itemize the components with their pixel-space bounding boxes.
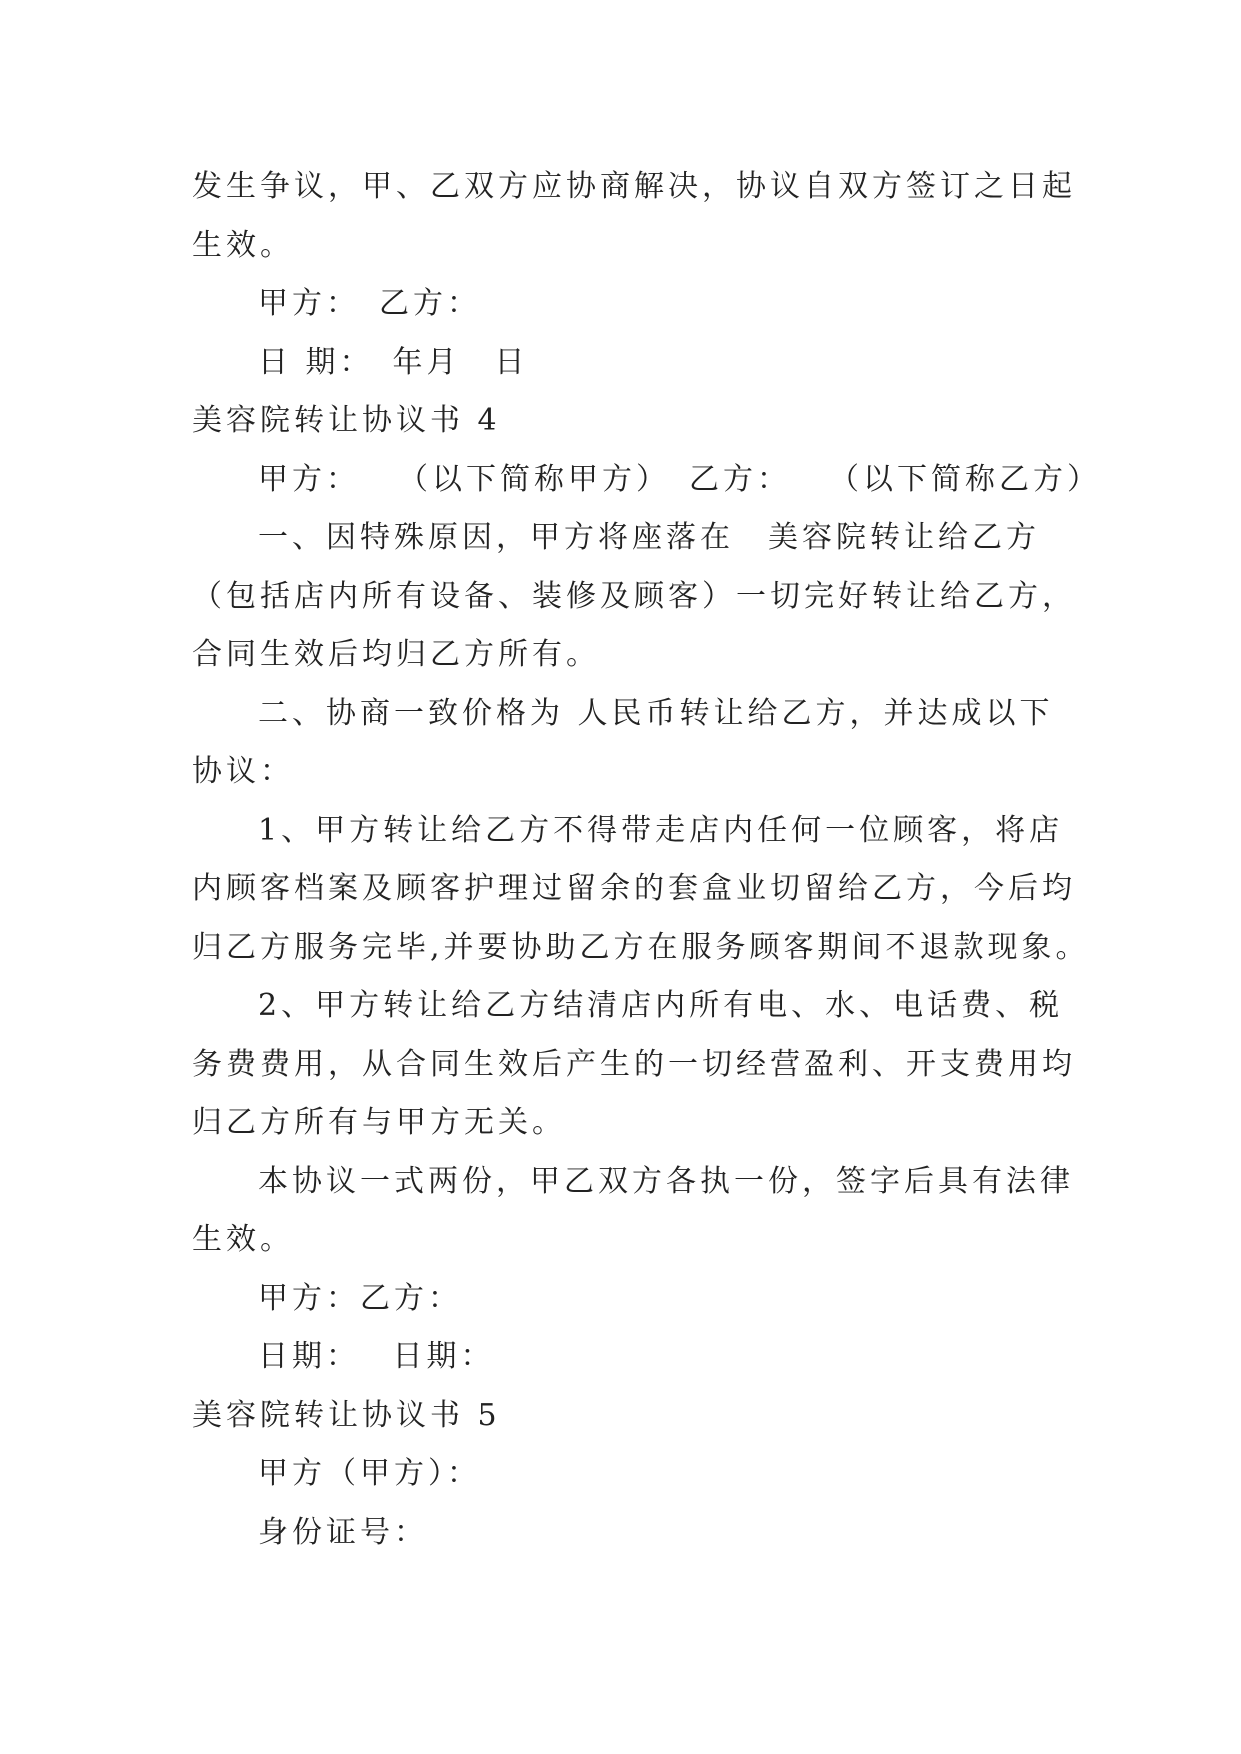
text-line: 美容院转让协议书 4: [192, 403, 501, 438]
text-line: 发生争议，甲、乙双方应协商解决，协议自双方签订之日起: [192, 169, 1076, 204]
text-line: 务费费用，从合同生效后产生的一切经营盈利、开支费用均: [192, 1046, 1076, 1082]
text-line: 1、甲方转让给乙方不得带走店内任何一位顾客，将店: [258, 812, 1064, 848]
text-line: 二、协商一致价格为 人民币转让给乙方，并达成以下: [258, 695, 1054, 731]
text-line: 甲方：乙方：: [258, 1280, 462, 1316]
text-line: 美容院转让协议书 5: [192, 1397, 501, 1433]
text-line: 本协议一式两份，甲乙双方各执一份，签字后具有法律: [258, 1163, 1074, 1199]
text-line: 归乙方服务完毕,并要协助乙方在服务顾客期间不退款现象。: [192, 929, 1090, 965]
text-line: 日期： 日期：: [258, 1339, 495, 1374]
text-line: 一、因特殊原因，甲方将座落在 美容院转让给乙方: [258, 520, 1040, 555]
text-line: 生效。: [192, 227, 294, 263]
document-body: [192, 158, 1101, 1562]
text-line: 甲方： 乙方：: [258, 286, 481, 321]
text-line: 甲方： （以下简称甲方） 乙方： （以下简称乙方）: [258, 461, 1101, 497]
text-line: 归乙方所有与甲方无关。: [192, 1105, 566, 1140]
text-line: 2、甲方转让给乙方结清店内所有电、水、电话费、税: [258, 988, 1064, 1023]
text-line: 身份证号：: [258, 1514, 428, 1550]
text-line: 内顾客档案及顾客护理过留余的套盒业切留给乙方，今后均: [192, 871, 1076, 906]
text-line: 生效。: [192, 1222, 294, 1257]
text-line: （包括店内所有设备、装修及顾客）一切完好转让给乙方，: [192, 578, 1076, 614]
text-line: 甲方（甲方）：: [258, 1456, 481, 1491]
text-line: 日 期： 年月 日: [258, 344, 529, 380]
text-line: 合同生效后均归乙方所有。: [192, 637, 600, 672]
text-line: 协议：: [192, 754, 294, 789]
